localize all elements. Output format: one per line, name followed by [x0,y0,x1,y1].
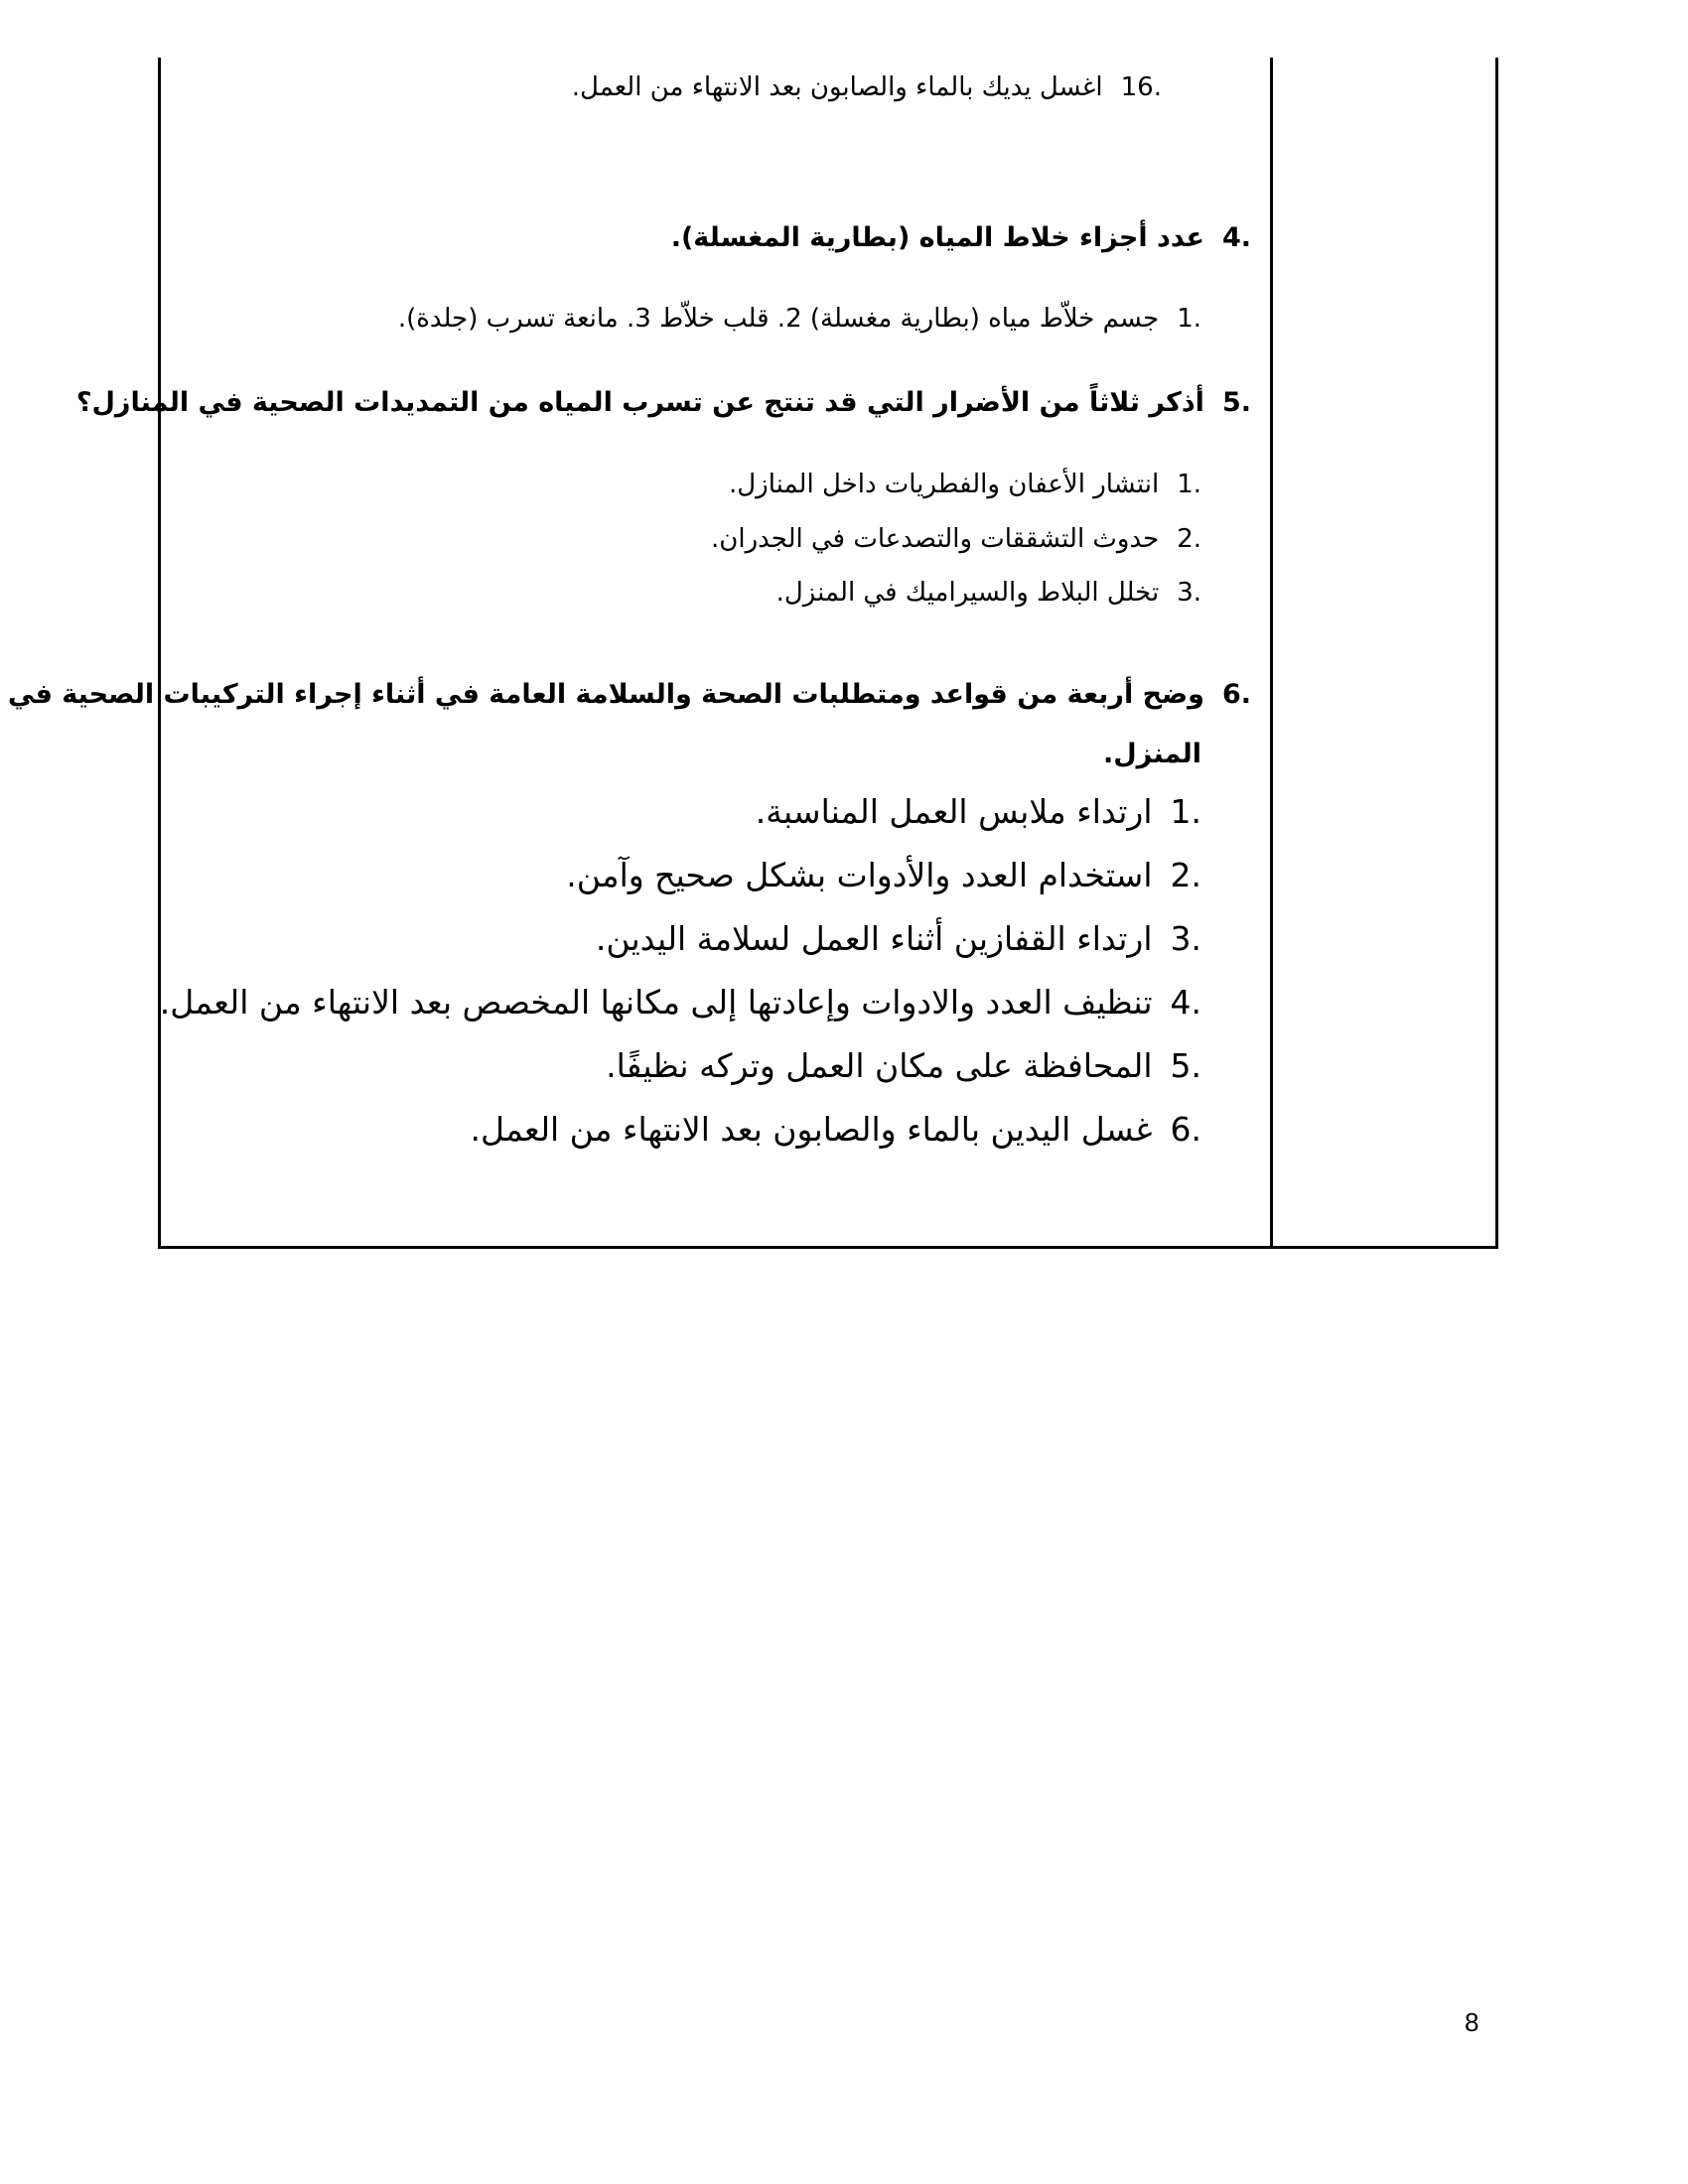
item-text: غسل اليدين بالماء والصابون بعد الانتهاء من العمل. [470,1110,1153,1149]
answer-5-3 [776,580,1201,606]
question-6 [8,681,1251,708]
question-text: عدد أجزاء خلاط المياه (بطارية المغسلة). [670,222,1204,253]
answer-6-5 [606,1046,1201,1085]
answer-5-1 [729,472,1201,497]
answer-6-4 [159,983,1201,1022]
answer-6-3 [595,919,1201,958]
item-number: .1 [1170,792,1201,831]
question-4 [671,224,1251,251]
item-text: المحافظة على مكان العمل وتركه نظيفًا. [606,1046,1153,1085]
answer-4 [398,306,1201,332]
item-text: تنظيف العدد والادوات وإعادتها إلى مكانها المخصص بعد الانتهاء من العمل. [159,983,1153,1022]
question-text: أذكر ثلاثاً من الأضرار التي قد تنتج عن تسرب المياه من التمديدات الصحية في المنازل؟ [75,387,1204,418]
question-number: .4 [1221,222,1251,253]
item-text: جسم خلاّط مياه (بطارية مغسلة) 2. قلب خلاّط 3. مانعة تسرب (جلدة). [397,304,1160,334]
item-number: .3 [1170,919,1201,958]
item-number: .5 [1170,1046,1201,1085]
answer-5-2 [711,526,1201,552]
item-text: ارتداء القفازين أثناء العمل لسلامة اليدين. [595,919,1153,958]
question-5 [76,389,1251,416]
item-number: .2 [1177,524,1201,554]
item-number: .16 [1120,72,1162,102]
question-number: .6 [1221,679,1251,710]
answer-6-6 [470,1110,1201,1149]
column-divider [1270,58,1273,1246]
item-text: انتشار الأعفان والفطريات داخل المنازل. [729,470,1160,499]
question-number: .5 [1221,387,1251,418]
question-text: المنزل. [1103,739,1201,769]
answer-6-2 [566,856,1201,894]
item-text: استخدام العدد والأدوات بشكل صحيح وآمن. [566,856,1153,894]
question-text: وضح أربعة من قواعد ومتطلبات الصحة والسلامة العامة في أثناء إجراء التركيبات الصحية في [7,679,1204,710]
item-number: .3 [1177,578,1201,608]
page-number: 8 [1465,2007,1479,2037]
item-number: .1 [1177,470,1201,499]
item-number: .4 [1170,983,1201,1022]
question-6-continued [1103,741,1201,767]
answer-6-1 [755,792,1201,831]
item-text: تخلل البلاط والسيراميك في المنزل. [775,578,1160,608]
item-number: .2 [1170,856,1201,894]
list-item-16 [572,74,1162,100]
item-text: اغسل يديك بالماء والصابون بعد الانتهاء من العمل. [571,72,1103,102]
item-text: حدوث التشققات والتصدعات في الجدران. [711,524,1160,554]
item-number: .6 [1170,1110,1201,1149]
item-number: .1 [1177,304,1201,334]
item-text: ارتداء ملابس العمل المناسبة. [755,792,1153,831]
